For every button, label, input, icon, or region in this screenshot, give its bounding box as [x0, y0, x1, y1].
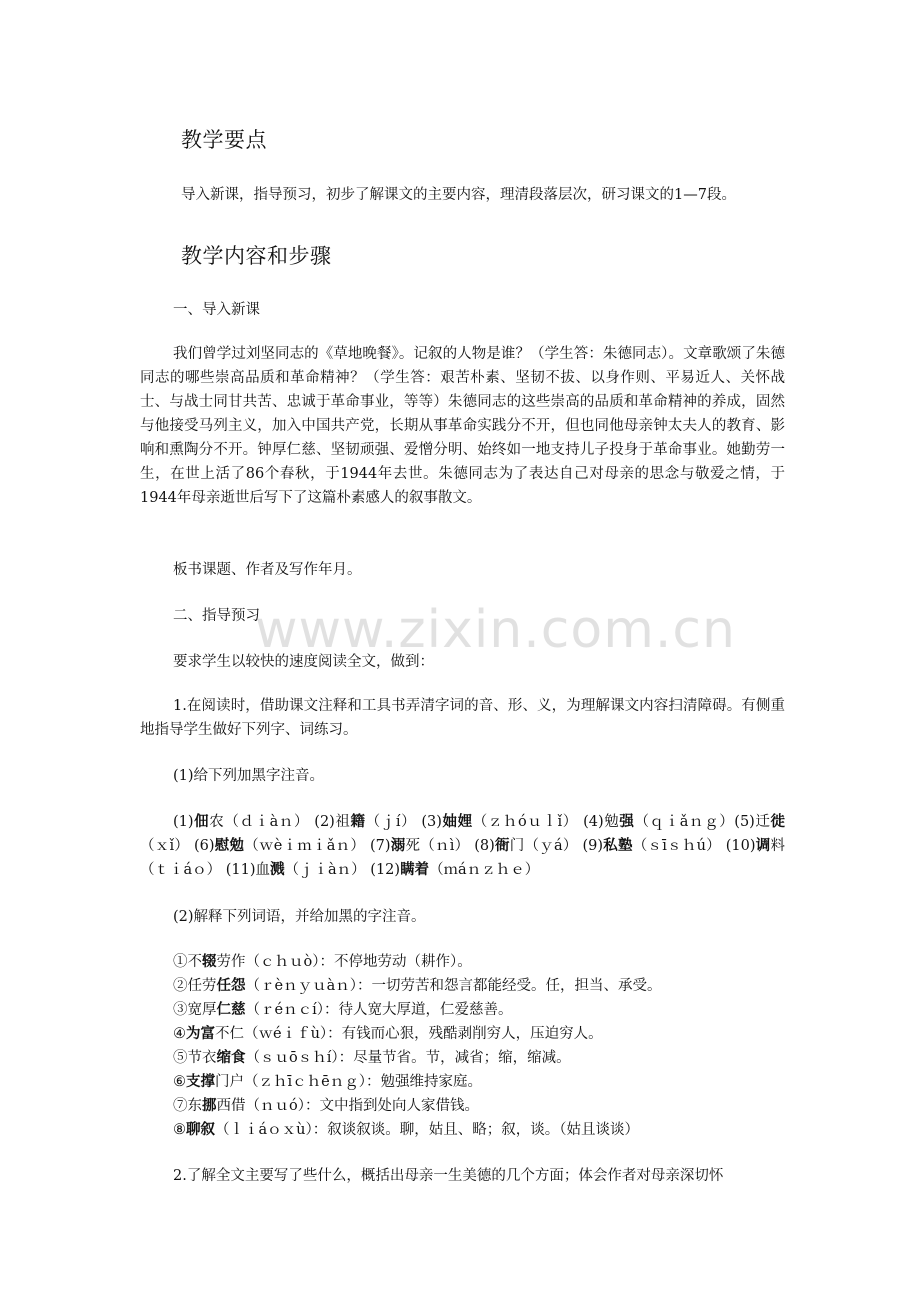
vocab-item: ⑧聊叙（ｌｉáｏｘù）：叙谈叙谈。聊，姑且、略；叙，谈。（姑且谈谈）: [173, 1121, 639, 1138]
vocab-item: ①不辍劳作（ｃｈｕò）：不停地劳动（耕作）。: [173, 953, 472, 970]
vocab-item: ④为富不仁（ｗéｉｆù）：有钱而心狠，残酷剥削穷人，压迫穷人。: [173, 1025, 603, 1042]
requirement-line: 要求学生以较快的速度阅读全文，做到：: [173, 654, 434, 670]
intro-body-paragraph: 我们曾学过刘坚同志的《草地晚餐》。记叙的人物是谁？（学生答：朱德同志）。文章歌颂了朱德同志的哪些崇高品质和革命精神？（学生答：艰苦朴素、坚韧不拔、以身作则、平易近人、关怀战士、与战士同甘共苦、忠诚于革命事业，等等）朱德同志的这些崇高的品质和革命精神的养成，固然与他接受马列主义，加入中国共产党，长期从事革命实践分不开，但也同他母亲钟太夫人的教育、影响和熏陶分不开。钟厚仁慈、坚韧顽强、爱憎分明、始终如一地支持儿子投身于革命事业。她勤劳一生，在世上活了86个春秋，于1944年去世。朱德同志为了表达自己对母亲的思念与敬爱之情，于1944年母亲逝世后写下了这篇朴素感人的叙事散文。: [140, 346, 785, 506]
heading-teaching-points: 教学要点: [181, 128, 267, 152]
vocab-item: ⑦东挪西借（ｎｕó）：文中指到处向人家借钱。: [173, 1097, 479, 1114]
pinyin-exercise: (1)佃农（ｄｉàｎ） (2)祖籍（ｊí） (3)妯娌（ｚｈóｕｌǐ） (4)勉强（ｑｉǎｎｇ）(5)迁徙（ｘǐ） (6)慰勉（ｗèｉｍｉǎｎ） (7)溺死（ｎì） (8)衙门（ｙá） (9)私塾（ｓīｓｈú） (10)调料（ｔｉáｏ） (11)血溅（ｊｉàｎ） (12)瞒着（ｍáｎｚｈｅ）: [140, 813, 786, 878]
board-note: 板书课题、作者及写作年月。: [173, 562, 362, 578]
vocab-list: [173, 950, 793, 1142]
section-title-1: 一、导入新课: [173, 302, 260, 318]
vocab-item: ⑥支撑门户（ｚｈīｃｈēｎｇ）：勉强维持家庭。: [173, 1073, 482, 1090]
vocab-item: ⑤节衣缩食（ｓｕōｓｈí）：尽量节省。节，减省；缩，缩减。: [173, 1049, 571, 1066]
subitem-2: (2)解释下列词语，并给加黑的字注音。: [173, 909, 426, 925]
section-title-2: 二、指导预习: [173, 608, 260, 624]
intro-paragraph: 导入新课，指导预习，初步了解课文的主要内容，理清段落层次，研习课文的1—7段。: [181, 187, 736, 203]
item-1-paragraph: 1.在阅读时，借助课文注释和工具书弄清字词的音、形、义，为理解课文内容扫清障碍。有侧重地指导学生做好下列字、词练习。: [140, 698, 785, 738]
item-2-paragraph: 2.了解全文主要写了些什么，概括出母亲一生美德的几个方面；体会作者对母亲深切怀: [173, 1168, 724, 1184]
vocab-item: ③宽厚仁慈（ｒéｎｃí）：待人宽大厚道，仁爱慈善。: [173, 1001, 513, 1018]
vocab-item: ②任劳任怨（ｒèｎｙｕàｎ）：一切劳苦和怨言都能经受。任，担当、承受。: [173, 977, 662, 994]
watermark: www.zixin.com.cn: [255, 600, 736, 660]
heading-teaching-steps: 教学内容和步骤: [181, 244, 332, 268]
subitem-1: (1)给下列加黑字注音。: [173, 768, 325, 784]
